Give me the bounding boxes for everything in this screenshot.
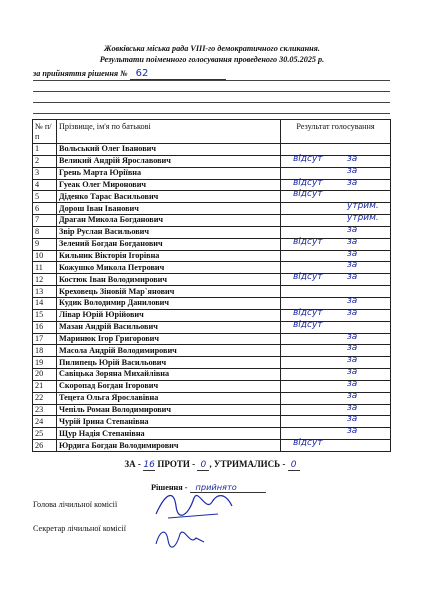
vote-mark: за <box>347 260 358 271</box>
table-row <box>33 226 391 238</box>
vote-mark: за <box>347 248 358 259</box>
table-row <box>33 357 391 369</box>
deputy-name: Савіцька Зоряна Михайлівна <box>57 369 281 381</box>
vote-mark: відсут <box>293 189 323 200</box>
blank-line-3 <box>33 102 390 103</box>
row-number: 7 <box>33 215 57 227</box>
table-row <box>33 167 391 179</box>
row-number: 21 <box>33 380 57 392</box>
row-number: 23 <box>33 404 57 416</box>
vote-mark: утрим. <box>347 213 379 224</box>
row-number: 2 <box>33 155 57 167</box>
row-number: 24 <box>33 416 57 428</box>
blank-line-2 <box>33 91 390 92</box>
row-number: 4 <box>33 179 57 191</box>
vote-mark: за <box>347 224 358 235</box>
table-row <box>33 392 391 404</box>
vote-mark: відсут <box>293 438 323 449</box>
row-number: 6 <box>33 203 57 215</box>
table-row <box>33 309 391 321</box>
blank-line-1 <box>33 80 390 81</box>
table-header-row <box>33 120 391 144</box>
vote-mark: за <box>347 414 358 425</box>
decision-number-value: 62 <box>130 68 226 80</box>
row-number: 20 <box>33 369 57 381</box>
deputy-name: Креховець Зіновій Мар`янович <box>57 286 281 298</box>
deputy-name: Великий Андрій Ярославович <box>57 155 281 167</box>
vote-result <box>281 333 391 345</box>
table-row <box>33 144 391 156</box>
row-number: 8 <box>33 226 57 238</box>
deputy-name: Пилипець Юрій Васильович <box>57 357 281 369</box>
deputy-name: Дорош Іван Іванович <box>57 203 281 215</box>
vote-result <box>281 345 391 357</box>
against-count: 0 <box>197 460 209 471</box>
row-number: 9 <box>33 238 57 250</box>
deputy-name: Діденко Тарас Васильович <box>57 191 281 203</box>
table-row <box>33 416 391 428</box>
vote-mark-absent: відсут <box>293 236 323 247</box>
deputy-name: Вольський Олег Іванович <box>57 144 281 156</box>
row-number: 17 <box>33 333 57 345</box>
table-row <box>33 203 391 215</box>
vote-result <box>281 392 391 404</box>
vote-mark: за <box>347 165 358 176</box>
vote-mark: за <box>347 343 358 354</box>
table-row <box>33 274 391 286</box>
row-number: 26 <box>33 440 57 452</box>
deputy-name: Щур Надія Степанівна <box>57 428 281 440</box>
secretary-signature <box>150 524 210 552</box>
abstain-count: 0 <box>288 460 300 471</box>
deputy-name: Чепіль Роман Володимирович <box>57 404 281 416</box>
deputy-name: Драган Микола Богданович <box>57 215 281 227</box>
deputy-name: Юрдига Богдан Володимирович <box>57 440 281 452</box>
row-number: 13 <box>33 286 57 298</box>
table-row <box>33 155 391 167</box>
vote-mark-absent: відсут <box>293 307 323 318</box>
table-row <box>33 262 391 274</box>
decision-number-line <box>33 68 226 80</box>
table-row <box>33 250 391 262</box>
deputy-name: Маринюк Ігор Григорович <box>57 333 281 345</box>
deputy-name: Мазан Андрій Васильович <box>57 321 281 333</box>
blank-line-4 <box>33 113 390 114</box>
row-number: 19 <box>33 357 57 369</box>
row-number: 1 <box>33 144 57 156</box>
vote-mark-absent: відсут <box>293 153 323 164</box>
chair-label: Голова лічильної комісії <box>33 500 118 509</box>
vote-result <box>281 440 391 452</box>
row-number: 22 <box>33 392 57 404</box>
vote-result <box>281 238 391 250</box>
vote-mark: за <box>347 402 358 413</box>
vote-mark-absent: відсут <box>293 272 323 283</box>
for-count: 16 <box>143 460 155 470</box>
deputy-name: Лівар Юрій Юрійович <box>57 309 281 321</box>
vote-mark: відсут <box>293 319 323 330</box>
deputy-name: Звір Руслан Васильович <box>57 226 281 238</box>
column-header-number: № п/п <box>33 120 57 144</box>
table-row <box>33 179 391 191</box>
vote-mark: за <box>347 355 358 366</box>
vote-mark-absent: відсут <box>293 177 323 188</box>
row-number: 25 <box>33 428 57 440</box>
vote-mark: за <box>347 307 358 318</box>
vote-result <box>281 321 391 333</box>
against-label: ПРОТИ - <box>157 459 196 469</box>
table-row <box>33 380 391 392</box>
vote-results-title: Результати поіменного голосування проведеного 30.05.2025 р. <box>99 55 325 64</box>
secretary-label: Секретар лічильної комісії <box>33 524 126 533</box>
deputy-name: Кудик Володимир Данилович <box>57 297 281 309</box>
deputy-name: Зелений Богдан Богданович <box>57 238 281 250</box>
vote-mark: за <box>347 331 358 342</box>
table-row <box>33 215 391 227</box>
roll-call-table <box>32 119 391 452</box>
row-number: 18 <box>33 345 57 357</box>
vote-result <box>281 286 391 298</box>
decision-value: прийнято <box>190 482 266 493</box>
vote-result <box>281 369 391 381</box>
row-number: 5 <box>33 191 57 203</box>
row-number: 12 <box>33 274 57 286</box>
table-row <box>33 404 391 416</box>
deputy-name: Кильник Вікторія Ігорівна <box>57 250 281 262</box>
vote-result <box>281 404 391 416</box>
row-number: 16 <box>33 321 57 333</box>
vote-result <box>281 357 391 369</box>
decision-label: Рішення - <box>151 483 188 492</box>
vote-mark: утрим. <box>347 201 379 212</box>
vote-mark: за <box>347 367 358 378</box>
row-number: 14 <box>33 297 57 309</box>
deputy-name: Масола Андрій Володимирович <box>57 345 281 357</box>
deputy-name: Кожушко Микола Петрович <box>57 262 281 274</box>
table-row <box>33 238 391 250</box>
row-number: 11 <box>33 262 57 274</box>
table-row <box>33 297 391 309</box>
chair-signature <box>148 484 238 524</box>
table-row <box>33 333 391 345</box>
deputy-name: Грень Марта Юріївна <box>57 167 281 179</box>
vote-result <box>281 274 391 286</box>
vote-mark: за <box>347 236 358 247</box>
abstain-label: УТРИМАЛИСЬ - <box>213 459 286 469</box>
table-row <box>33 286 391 298</box>
table-row <box>33 428 391 440</box>
deputy-name: Скоропад Богдан Ігорович <box>57 380 281 392</box>
vote-mark: за <box>347 153 358 164</box>
vote-mark: за <box>347 390 358 401</box>
column-header-name: Прізвище, ім'я по батькові <box>57 120 281 144</box>
column-header-result: Результат голосування <box>281 120 391 144</box>
vote-result <box>281 416 391 428</box>
deputy-name: Костюк Іван Володимирович <box>57 274 281 286</box>
vote-tally: ЗА - 16 ПРОТИ - 0 , УТРИМАЛИСЬ - 0 <box>0 459 424 471</box>
for-label: ЗА - <box>124 459 141 469</box>
vote-mark: за <box>347 295 358 306</box>
vote-result <box>281 250 391 262</box>
table-row <box>33 440 391 452</box>
table-row <box>33 369 391 381</box>
decision-number-label: за прийняття рішення № <box>33 69 128 78</box>
vote-result <box>281 155 391 167</box>
vote-mark: за <box>347 272 358 283</box>
vote-mark: за <box>347 177 358 188</box>
row-number: 15 <box>33 309 57 321</box>
table-row <box>33 191 391 203</box>
deputy-name: Чурій Ірина Степанівна <box>57 416 281 428</box>
vote-result <box>281 380 391 392</box>
table-row <box>33 321 391 333</box>
deputy-name: Тецета Ольга Ярославівна <box>57 392 281 404</box>
table-row <box>33 345 391 357</box>
vote-result <box>281 215 391 227</box>
row-number: 3 <box>33 167 57 179</box>
vote-mark: за <box>347 378 358 389</box>
council-title: Жовківська міська рада VIII-го демократичного скликання. <box>104 44 320 53</box>
deputy-name: Гуеак Олег Миронович <box>57 179 281 191</box>
row-number: 10 <box>33 250 57 262</box>
vote-mark: за <box>347 426 358 437</box>
